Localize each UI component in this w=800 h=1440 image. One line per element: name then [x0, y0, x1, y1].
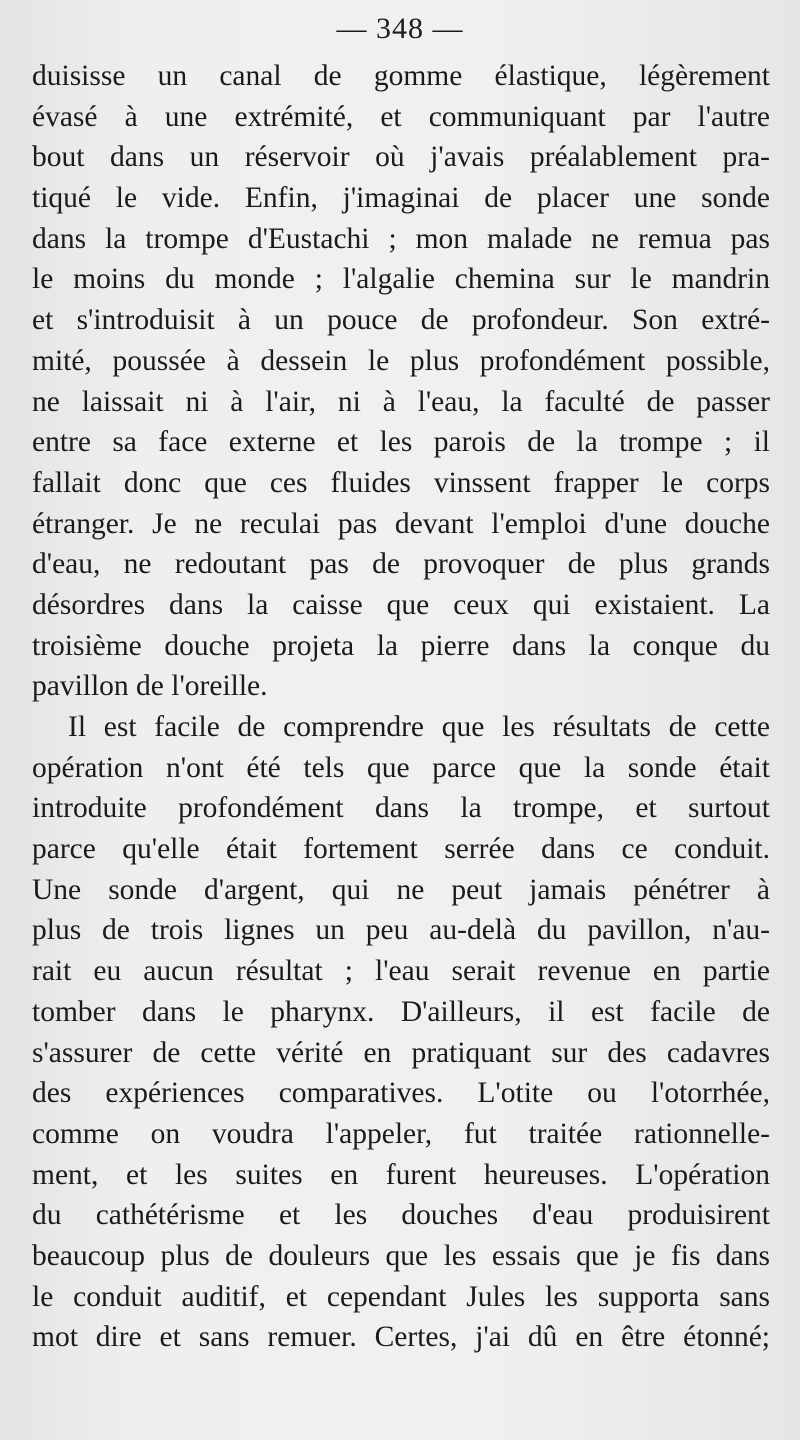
text-line: Il est facile de comprendre que les résultats de cette: [68, 711, 770, 743]
page-number-header: — 348 —: [336, 12, 464, 45]
text-line: plus de trois lignes un peu au-delà du pavillon, n'au-: [32, 914, 770, 947]
text-line: tomber dans le pharynx. D'ailleurs, il est facile de: [32, 995, 770, 1028]
text-line: troisième douche projeta la pierre dans la conque du: [32, 629, 770, 662]
text-line: et s'introduisit à un pouce de profondeur. Son extré-: [32, 304, 770, 337]
paragraph-2: [32, 707, 770, 1358]
text-line: parce qu'elle était fortement serrée dans ce conduit.: [32, 833, 770, 866]
text-line: s'assurer de cette vérité en pratiquant sur des cadavres: [32, 1036, 770, 1069]
text-line: duisisse un canal de gomme élastique, légèrement: [32, 60, 770, 92]
text-line: évasé à une extrémité, et communiquant par l'autre: [32, 100, 770, 133]
text-line: opération n'ont été tels que parce que la sonde était: [32, 751, 770, 784]
text-line: dans la trompe d'Eustachi ; mon malade ne remua pas: [32, 222, 770, 255]
text-line: désordres dans la caisse que ceux qui existaient. La: [32, 588, 770, 621]
text-line: étranger. Je ne reculai pas devant l'emploi d'une douche: [32, 507, 770, 540]
text-line: du cathétérisme et les douches d'eau produisirent: [32, 1199, 770, 1232]
text-line: comme on voudra l'appeler, fut traitée rationnelle-: [32, 1117, 770, 1150]
text-line: fallait donc que ces fluides vinssent frapper le corps: [32, 466, 770, 499]
text-line: beaucoup plus de douleurs que les essais que je fis dans: [32, 1239, 770, 1272]
text-line: rait eu aucun résultat ; l'eau serait revenue en partie: [32, 955, 770, 988]
body-text: [32, 56, 770, 1358]
text-line: mité, poussée à dessein le plus profondément possible,: [32, 344, 770, 377]
text-line: mot dire et sans remuer. Certes, j'ai dû en être étonné;: [32, 1321, 770, 1354]
text-line: le moins du monde ; l'algalie chemina sur le mandrin: [32, 263, 770, 296]
text-line: tiqué le vide. Enfin, j'imaginai de placer une sonde: [32, 182, 770, 215]
paragraph-1: [32, 56, 770, 707]
text-line: des expériences comparatives. L'otite ou l'otorrhée,: [32, 1077, 770, 1110]
text-line: pavillon de l'oreille.: [32, 670, 268, 703]
text-line: entre sa face externe et les parois de la trompe ; il: [32, 426, 770, 459]
text-line: introduite profondément dans la trompe, et surtout: [32, 792, 770, 825]
text-line: bout dans un réservoir où j'avais préalablement pra-: [32, 141, 770, 174]
text-line: ment, et les suites en furent heureuses. L'opération: [32, 1158, 770, 1191]
text-line: Une sonde d'argent, qui ne peut jamais pénétrer à: [32, 873, 770, 906]
text-line: ne laissait ni à l'air, ni à l'eau, la faculté de passer: [32, 385, 770, 418]
text-line: d'eau, ne redoutant pas de provoquer de plus grands: [32, 548, 770, 581]
text-line: le conduit auditif, et cependant Jules les supporta sans: [32, 1280, 770, 1313]
